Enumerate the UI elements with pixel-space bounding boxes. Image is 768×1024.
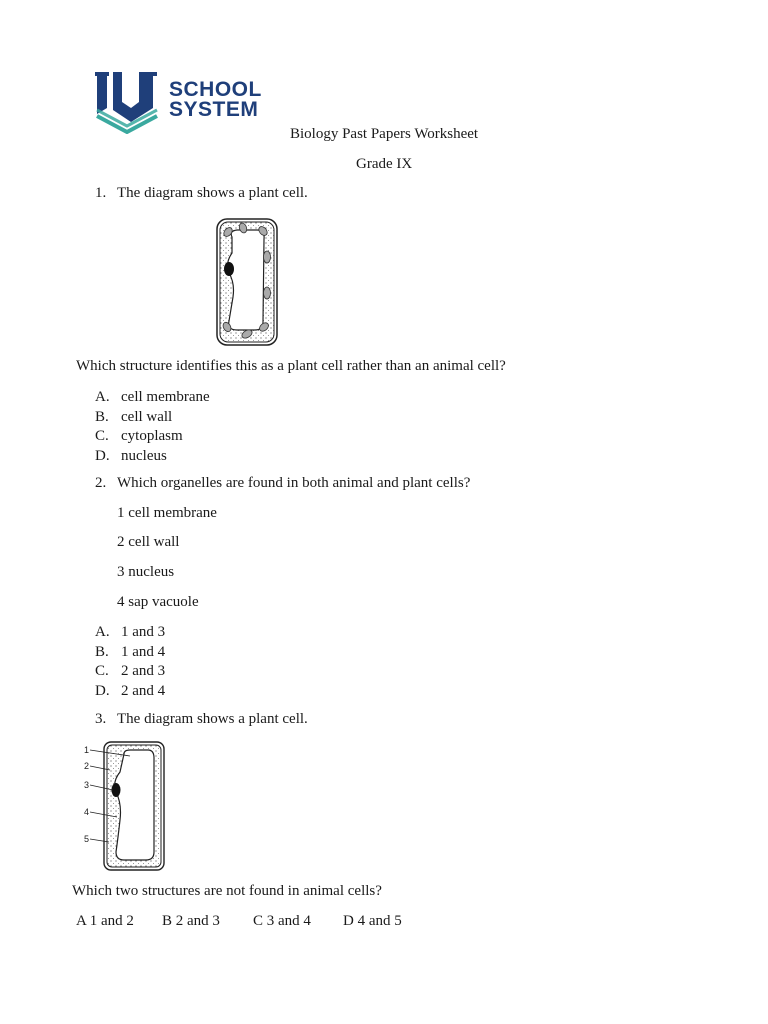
- q2-item-3: 3 nucleus: [117, 564, 175, 580]
- option-text: cytoplasm: [121, 428, 183, 444]
- q1-question: Which structure identifies this as a plant cell rather than an animal cell?: [76, 358, 506, 374]
- option-letter: A.: [95, 389, 110, 405]
- logo-mark-icon: [95, 70, 159, 134]
- cell-label-2: 2: [84, 761, 90, 771]
- cell-label-5: 5: [84, 834, 90, 844]
- q3-option-b: B 2 and 3: [162, 913, 220, 929]
- option-text: cell membrane: [121, 389, 210, 405]
- q2-option-b: [95, 643, 165, 663]
- q3-option-a: A 1 and 2: [76, 913, 134, 929]
- option-text: 2 and 3: [121, 663, 166, 679]
- q1-text: The diagram shows a plant cell.: [117, 185, 308, 201]
- option-letter: C.: [95, 663, 109, 679]
- q2-option-a: [95, 623, 165, 643]
- q3-number: 3.: [95, 711, 107, 727]
- option-letter: A.: [95, 624, 110, 640]
- q2-item-1: 1 cell membrane: [117, 505, 217, 521]
- logo-text-school: SCHOOL: [169, 78, 262, 101]
- option-text: 1 and 3: [121, 624, 166, 640]
- q1-option-c: [95, 427, 210, 447]
- option-letter: C.: [95, 428, 109, 444]
- q2-option-d: [95, 682, 165, 702]
- q2-options: [95, 623, 165, 701]
- q1-option-a: [95, 388, 210, 408]
- option-letter: D.: [95, 682, 110, 699]
- q3-question: Which two structures are not found in animal cells?: [72, 883, 382, 899]
- q3-option-c: C 3 and 4: [253, 913, 311, 929]
- q1-options: [95, 388, 210, 466]
- q1-option-b: [95, 408, 210, 428]
- option-letter: B.: [95, 408, 109, 425]
- logo-text-system: SYSTEM: [169, 98, 259, 121]
- cell-label-3: 3: [84, 780, 90, 790]
- school-logo: [95, 70, 270, 134]
- cell-label-1: 1: [84, 745, 90, 755]
- q3-heading: [95, 711, 308, 728]
- plant-cell-diagram-1: [215, 217, 279, 347]
- q3-option-d: D 4 and 5: [343, 913, 402, 929]
- q2-number: 2.: [95, 475, 107, 491]
- option-text: 1 and 4: [121, 643, 166, 660]
- q2-text: Which organelles are found in both animal and plant cells?: [117, 475, 471, 491]
- q1-option-d: [95, 447, 210, 467]
- worksheet-title: Biology Past Papers Worksheet: [290, 126, 479, 142]
- q2-item-4: 4 sap vacuole: [117, 594, 199, 610]
- option-text: nucleus: [121, 447, 167, 464]
- cell-label-4: 4: [84, 807, 90, 817]
- q1-heading: [95, 185, 308, 202]
- q2-item-2: 2 cell wall: [117, 534, 180, 550]
- grade-label: Grade IX: [356, 156, 413, 172]
- q2-option-c: [95, 662, 165, 682]
- q3-text: The diagram shows a plant cell.: [117, 711, 308, 727]
- q2-heading: [95, 475, 470, 492]
- plant-cell-diagram-2: [80, 740, 170, 874]
- option-letter: B.: [95, 643, 109, 660]
- option-letter: D.: [95, 447, 110, 464]
- q1-number: 1.: [95, 185, 107, 201]
- option-text: 2 and 4: [121, 682, 166, 699]
- option-text: cell wall: [121, 408, 173, 425]
